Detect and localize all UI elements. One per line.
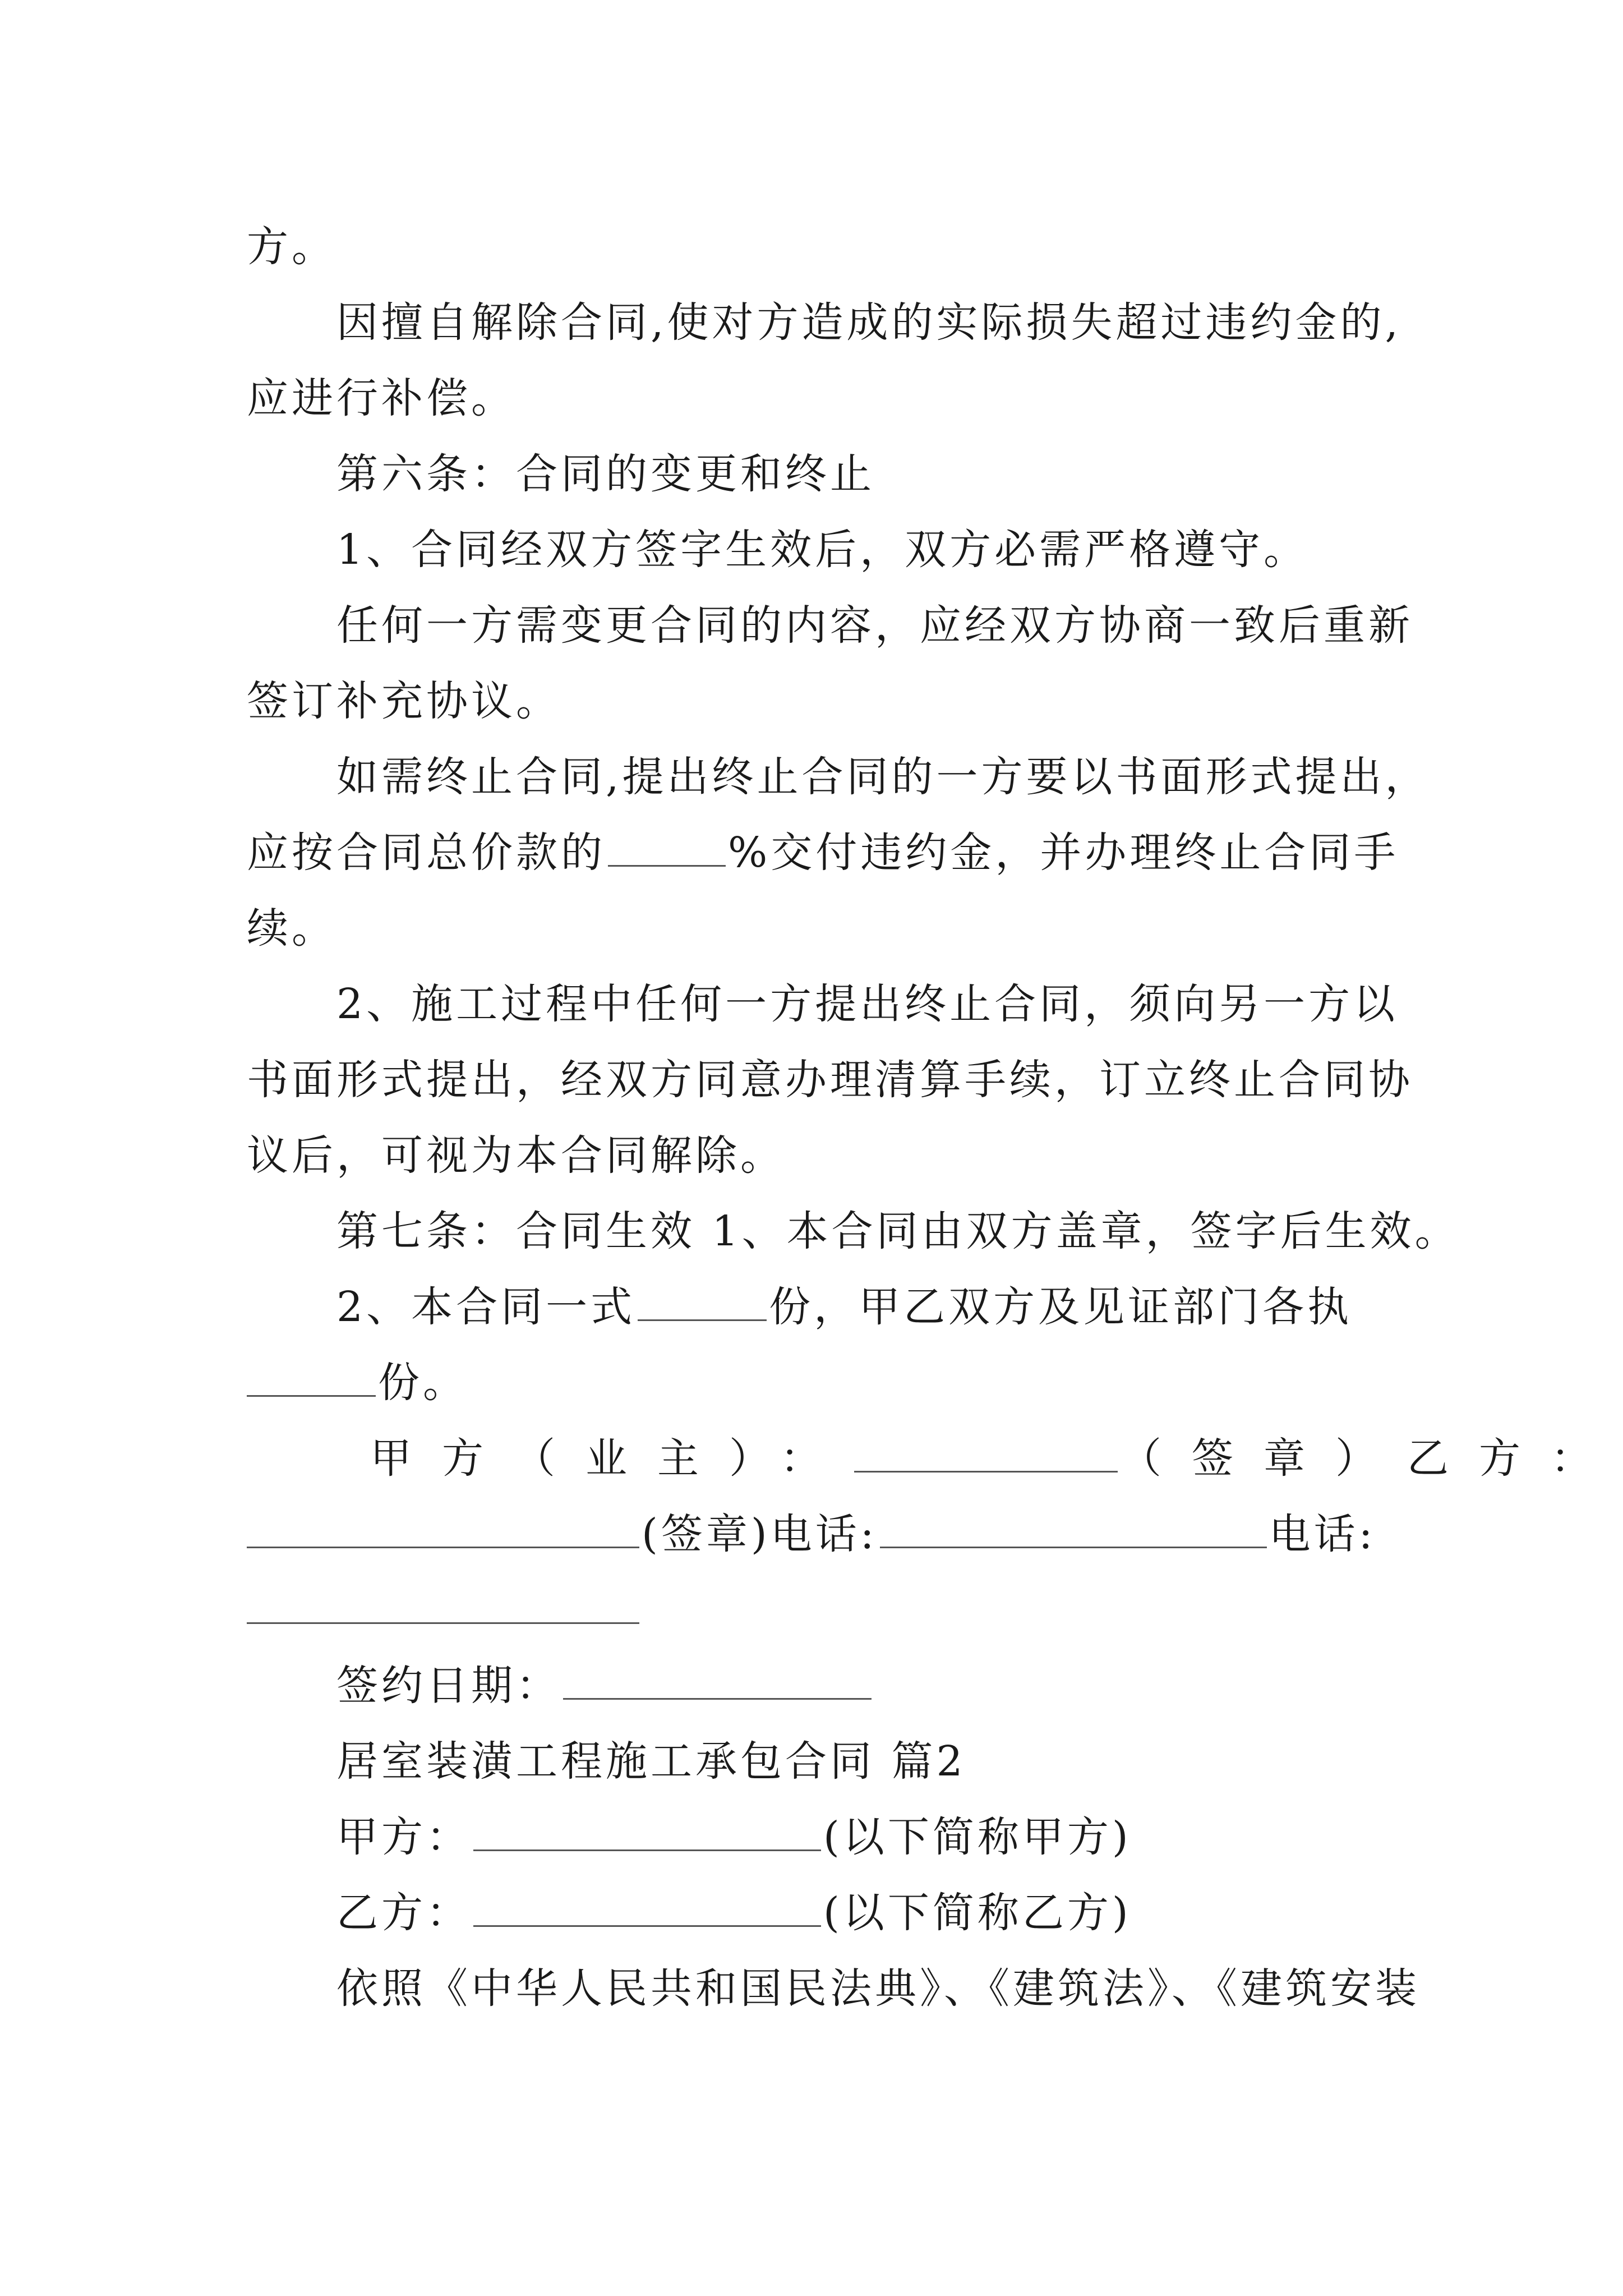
text: 第七条：合同生效 1、本合同由双方盖章，签字后生效。 [336, 1207, 1460, 1255]
text: 方。 [247, 223, 336, 271]
party-line [336, 1809, 1396, 1865]
fill-in-blank[interactable] [880, 1512, 1267, 1548]
text: 应按合同总价款的 [247, 829, 606, 877]
text-line [247, 1128, 1396, 1184]
text: 书面形式提出，经双方同意办理清算手续，订立终止合同协 [247, 1056, 1413, 1104]
text: (以下简称乙方) [823, 1889, 1132, 1937]
section-heading [336, 1203, 1460, 1259]
signature-line [247, 1582, 1396, 1638]
fill-in-blank[interactable] [638, 1285, 767, 1321]
paragraph-line [336, 749, 1430, 805]
text-line [247, 900, 1396, 956]
text: 第六条：合同的变更和终止 [336, 450, 875, 498]
text: 签约日期： [336, 1662, 561, 1710]
text: 签订补充协议。 [247, 677, 561, 725]
text-line [247, 370, 1396, 426]
text: %交付违约金，并办理终止合同手 [728, 829, 1399, 877]
text-line [247, 1052, 1413, 1108]
text: 1、合同经双方签字生效后，双方必需严格遵守。 [336, 526, 1309, 574]
text: 如需终止合同,提出终止合同的一方要以书面形式提出， [336, 753, 1430, 801]
section-heading [336, 446, 1396, 502]
text: 甲方： [336, 1813, 471, 1861]
fill-in-blank[interactable] [247, 1512, 639, 1548]
clause-item [336, 976, 1399, 1032]
signature-line [247, 1506, 1396, 1562]
fill-in-blank[interactable] [247, 1360, 376, 1397]
text: 电话: [1269, 1510, 1376, 1558]
text: 2、本合同一式 [336, 1283, 636, 1331]
fill-in-blank[interactable] [854, 1436, 1118, 1473]
text-line [247, 1355, 1396, 1411]
text: 2、施工过程中任何一方提出终止合同，须向另一方以 [336, 980, 1399, 1028]
fill-in-blank[interactable] [563, 1663, 872, 1700]
paragraph-line [336, 597, 1413, 654]
text: 份，甲乙双方及见证部门各执 [769, 1283, 1353, 1331]
text: 依照《中华人民共和国民法典》、《建筑法》、《建筑安装 [336, 1964, 1420, 2013]
text: 议后，可视为本合同解除。 [247, 1131, 785, 1180]
text: 因擅自解除合同,使对方造成的实际损失超过违约金的, [336, 298, 1402, 347]
fill-in-blank[interactable] [608, 830, 726, 867]
fill-in-blank[interactable] [473, 1815, 821, 1851]
text: 任何一方需变更合同的内容，应经双方协商一致后重新 [336, 601, 1413, 650]
text: （签章）乙方： [1120, 1434, 1622, 1483]
text: 居室装潢工程施工承包合同 篇2 [336, 1737, 966, 1786]
text: 应进行补偿。 [247, 374, 516, 422]
text: 份。 [378, 1359, 468, 1407]
text: 乙方： [336, 1889, 471, 1937]
text-line [247, 673, 1396, 729]
text: 甲方（业主）： [370, 1434, 852, 1483]
text: (签章)电话: [642, 1510, 878, 1558]
text-line [247, 219, 1396, 275]
date-line [336, 1658, 1396, 1714]
clause-item [336, 522, 1396, 578]
clause-item [336, 1279, 1396, 1335]
fill-in-blank[interactable] [473, 1890, 821, 1927]
text: (以下简称甲方) [823, 1813, 1132, 1861]
party-line [336, 1885, 1396, 1941]
text-line [247, 825, 1399, 881]
signature-line [370, 1430, 1622, 1487]
paragraph-line [336, 1961, 1420, 2017]
fill-in-blank[interactable] [247, 1588, 639, 1624]
paragraph-line [336, 295, 1402, 351]
text: 续。 [247, 904, 336, 953]
contract-title [336, 1733, 1396, 1789]
